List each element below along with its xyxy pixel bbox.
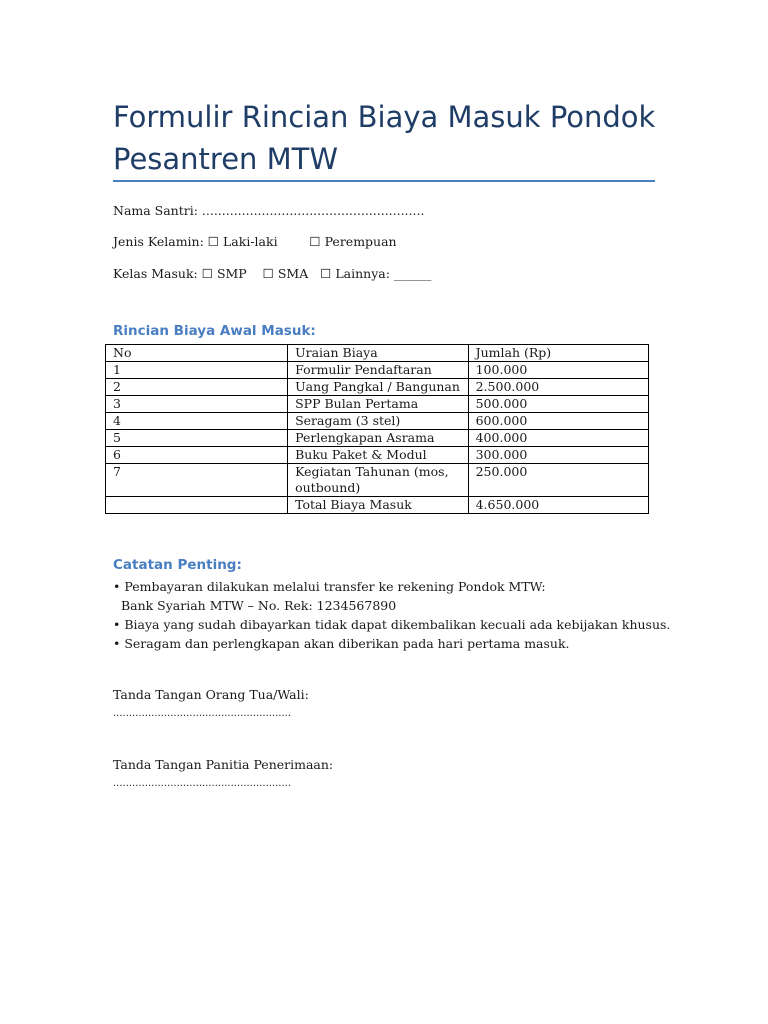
row-amount: 100.000 [468, 362, 648, 379]
option-laki-laki-label: Laki-laki [223, 234, 278, 249]
table-row [106, 396, 649, 413]
row-no: 2 [106, 379, 288, 396]
row-amount: 400.000 [468, 430, 648, 447]
fees-table [105, 344, 649, 514]
row-no: 6 [106, 447, 288, 464]
table-row [106, 362, 649, 379]
row-no: 7 [106, 464, 288, 497]
table-row [106, 464, 649, 497]
option-sma-label: SMA [277, 266, 309, 281]
row-no: 1 [106, 362, 288, 379]
row-item: Kegiatan Tahunan (mos, outbound) [288, 464, 469, 497]
fees-section-heading: Rincian Biaya Awal Masuk: [113, 323, 316, 339]
option-perempuan-label: Perempuan [324, 234, 397, 249]
row-item: Formulir Pendaftaran [288, 362, 469, 379]
header-no: No [106, 345, 288, 362]
row-no: 4 [106, 413, 288, 430]
row-item: SPP Bulan Pertama [288, 396, 469, 413]
checkbox-laki-laki[interactable]: ☐ [207, 234, 220, 249]
committee-signature-line: ........................................................ [113, 778, 292, 789]
total-label: Total Biaya Masuk [288, 497, 469, 514]
total-amount: 4.650.000 [468, 497, 648, 514]
row-item: Seragam (3 stel) [288, 413, 469, 430]
table-row [106, 430, 649, 447]
row-item: Uang Pangkal / Bangunan [288, 379, 469, 396]
title-underline [113, 180, 655, 182]
table-row [106, 413, 649, 430]
note-line: Bank Syariah MTW – No. Rek: 1234567890 [113, 598, 397, 613]
row-amount: 2.500.000 [468, 379, 648, 396]
notes-list [113, 577, 670, 653]
nama-santri-field: Nama Santri: ........................................................ [113, 203, 425, 218]
table-header-row [106, 345, 649, 362]
jenis-kelamin-label: Jenis Kelamin: [113, 234, 204, 249]
row-no: 5 [106, 430, 288, 447]
table-row [106, 379, 649, 396]
note-line: • Pembayaran dilakukan melalui transfer ke rekening Pondok MTW: [113, 579, 546, 594]
kelas-masuk-field [113, 266, 431, 282]
row-amount: 500.000 [468, 396, 648, 413]
row-item: Buku Paket & Modul [288, 447, 469, 464]
parent-signature-label: Tanda Tangan Orang Tua/Wali: [113, 687, 309, 702]
option-smp-label: SMP [216, 266, 247, 281]
header-uraian: Uraian Biaya [288, 345, 469, 362]
row-amount: 250.000 [468, 464, 648, 497]
checkbox-perempuan[interactable]: ☐ [309, 234, 321, 249]
row-amount: 300.000 [468, 447, 648, 464]
header-jumlah: Jumlah (Rp) [468, 345, 648, 362]
page-title: Formulir Rincian Biaya Masuk Pondok Pesantren MTW [113, 100, 656, 176]
option-lainnya-label: Lainnya: ______ [335, 266, 432, 281]
jenis-kelamin-field [113, 234, 397, 250]
row-item: Perlengkapan Asrama [288, 430, 469, 447]
table-row [106, 447, 649, 464]
row-no: 3 [106, 396, 288, 413]
notes-section-heading: Catatan Penting: [113, 557, 242, 573]
checkbox-smp[interactable]: ☐ [201, 266, 213, 281]
note-line: • Biaya yang sudah dibayarkan tidak dapat dikembalikan kecuali ada kebijakan khusus. [113, 617, 671, 632]
kelas-masuk-label: Kelas Masuk: [113, 266, 198, 281]
checkbox-lainnya[interactable]: ☐ [320, 266, 332, 281]
checkbox-sma[interactable]: ☐ [262, 266, 274, 281]
row-amount: 600.000 [468, 413, 648, 430]
committee-signature-label: Tanda Tangan Panitia Penerimaan: [113, 757, 334, 772]
table-total-row [106, 497, 649, 514]
parent-signature-line: ........................................................ [113, 708, 292, 719]
total-no [106, 497, 288, 514]
note-line: • Seragam dan perlengkapan akan diberikan pada hari pertama masuk. [113, 636, 570, 651]
